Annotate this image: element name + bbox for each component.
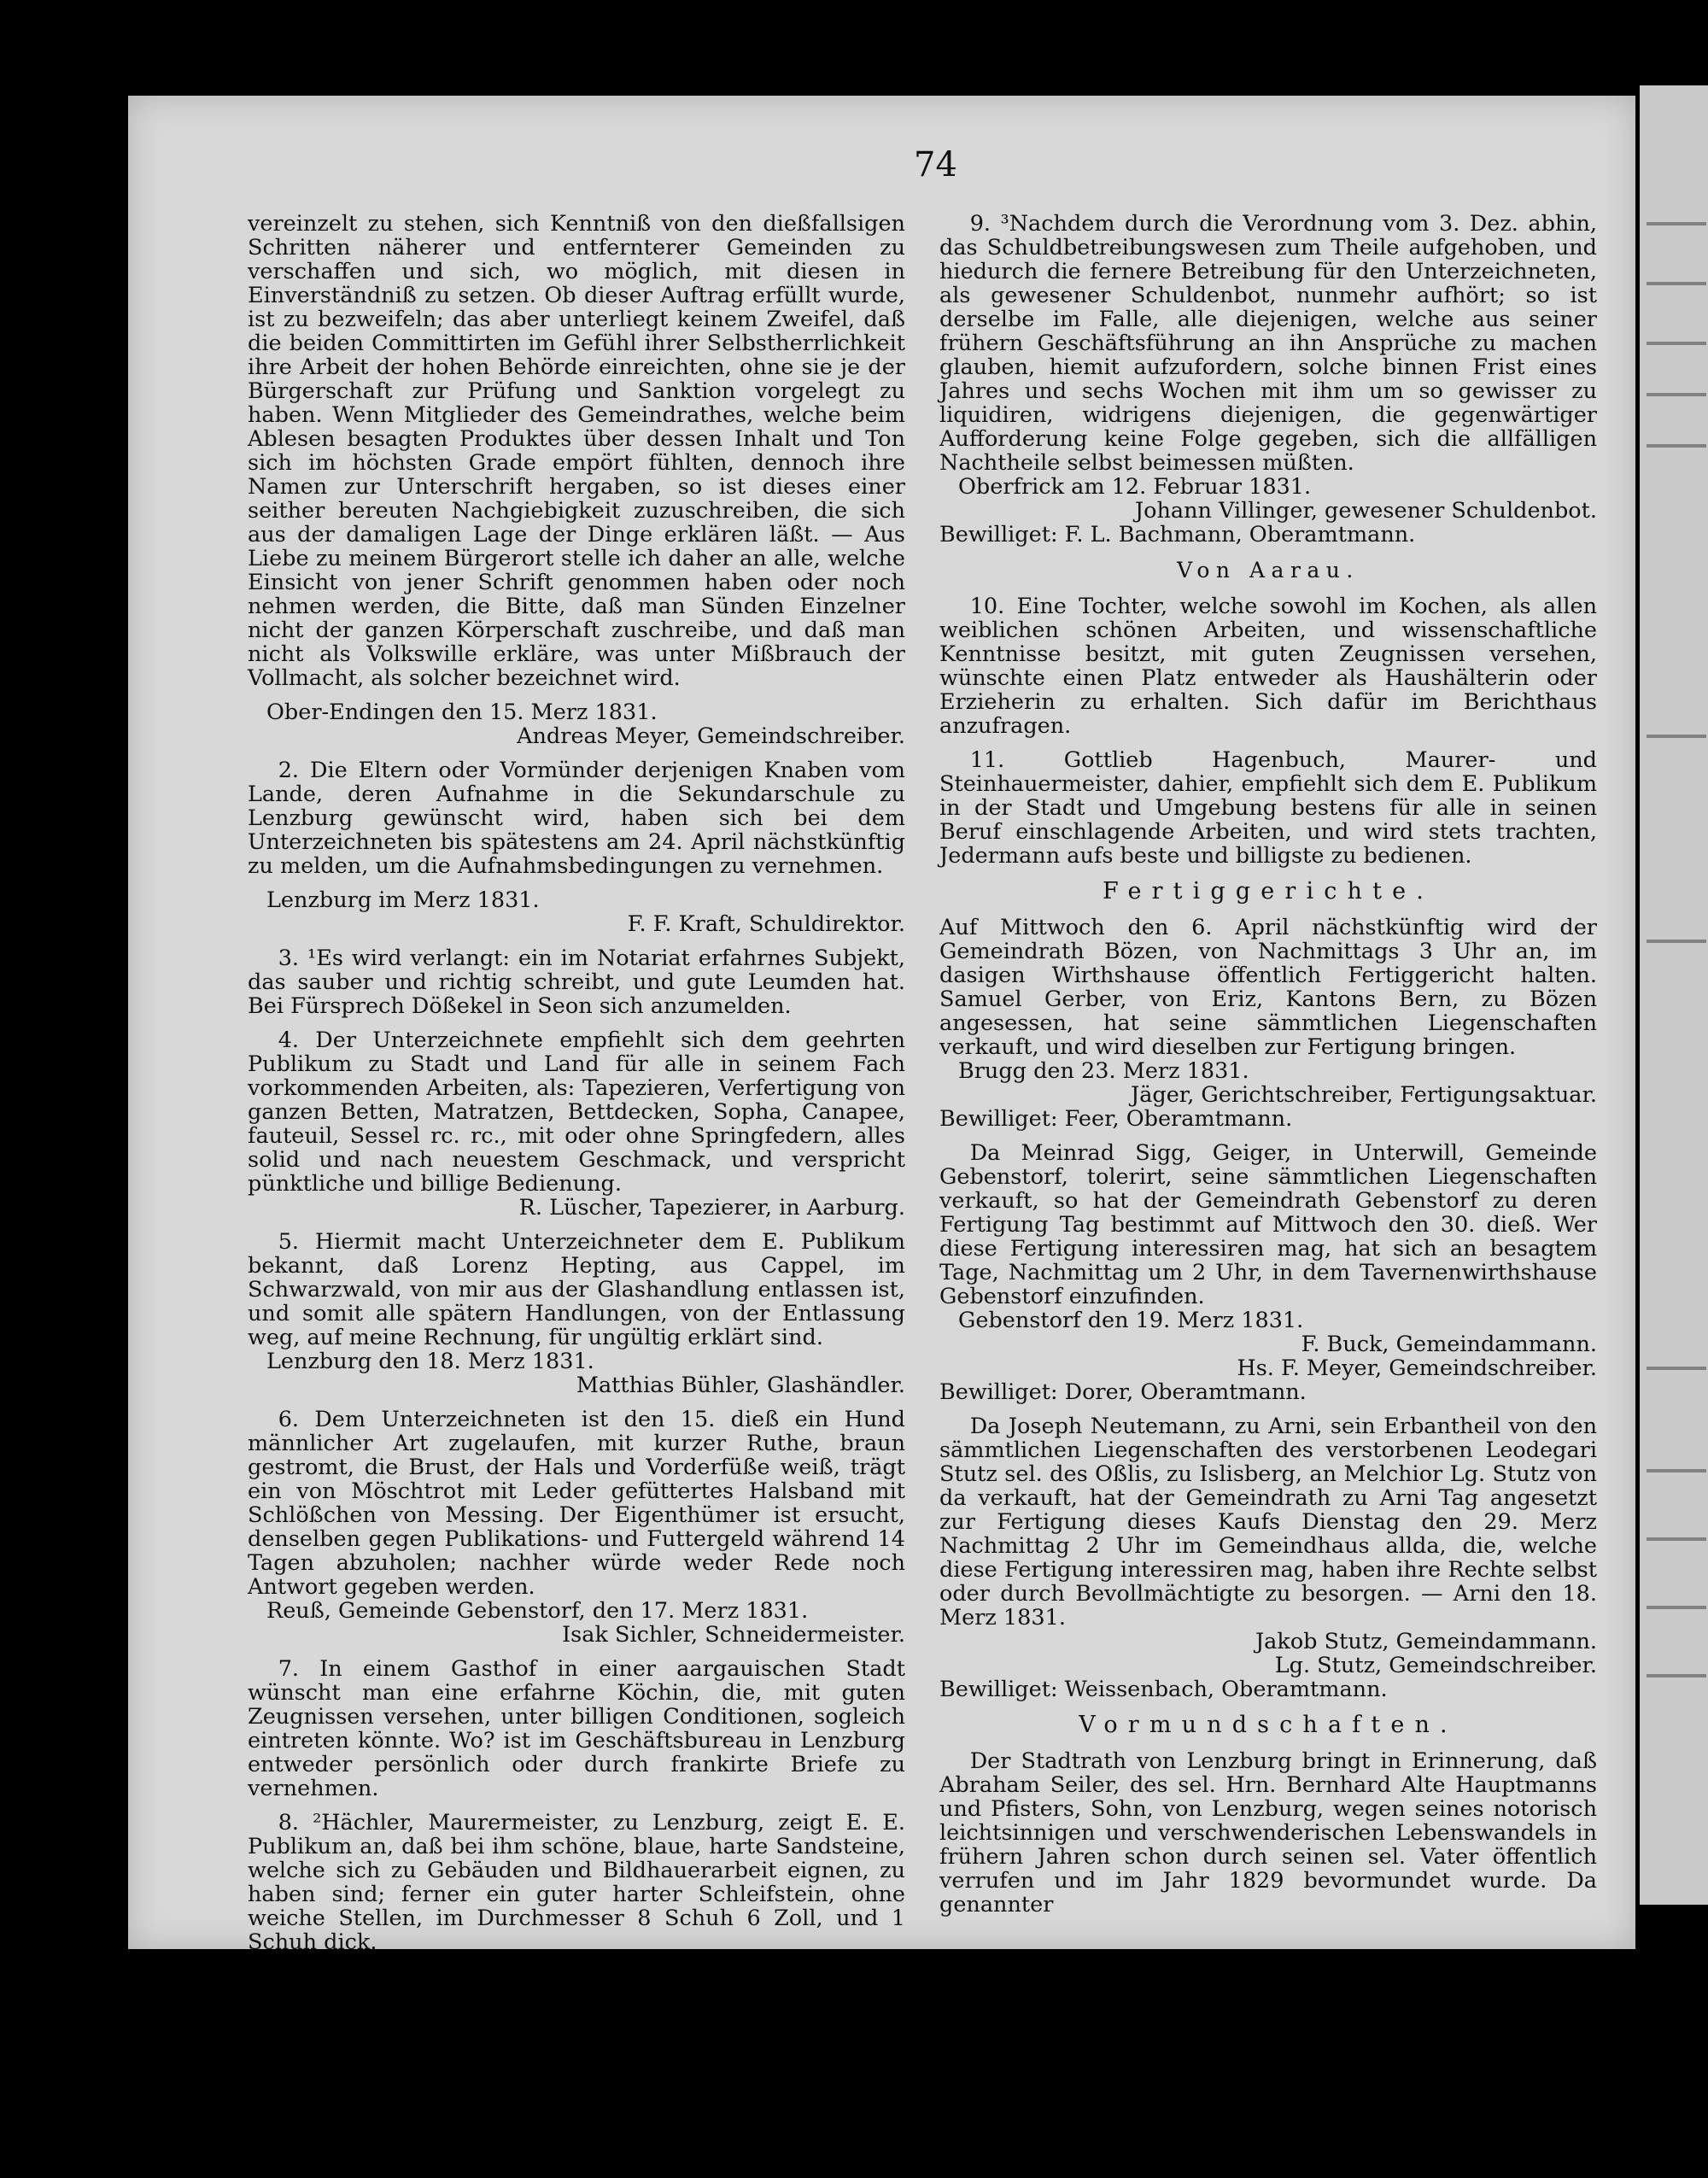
notice-1-text: vereinzelt zu stehen, sich Kenntniß von den dießfallsigen Schritten näherer und entfernterer Gemeinden zu verschaffen und sich, wo möglich, mit diesen in Einverständniß zu setzen. Ob dieser Auftrag erfüllt wurde, ist zu bezweifeln; das aber unterliegt keinem Zweifel, daß die beiden Committirten im Gefühl ihrer Selbstherrlichkeit ihre Arbeit der hohen Behörde einreichten, ohne sie je der Bürgerschaft zur Prüfung und Sanktion vorgelegt zu haben. Wenn Mitglieder des Gemeindrathes, welche beim Ablesen besagten Produktes über dessen Inhalt und Ton sich im höchsten Grade empört fühlten, dennoch ihre Namen zur Unterschrift hergaben, so ist dieses einer seither bereuten Nachgiebigkeit zuzuschreiben, die sich aus der damaligen Lage der Dinge erklären läßt. — Aus Liebe zu meinem Bürgerort stelle ich daher an alle, welche Einsicht von jener Schrift genommen haben oder noch nehmen werden, die Bitte, daß man Sünden Einzelner nicht der ganzen Körperschaft zuschreibe, und daß man nicht als Volkswille erkläre, was unter Mißbrauch der Vollmacht, als solcher bezeichnet wird. <box>248 211 905 691</box>
notice-10-text: 10. Eine Tochter, welche sowohl im Kochen, als allen weiblichen schönen Arbeiten, und wissenschaftliche Kenntnisse besitzt, mit guten Zeugnissen versehen, wünschte einen Platz entweder als Haushälterin oder Erzieherin zu erhalten. Sich dafür im Berichthaus anzufragen. <box>939 594 1597 739</box>
notice-2-text: 2. Die Eltern oder Vormünder derjenigen Knaben vom Lande, deren Aufnahme in die Sekundarschule zu Lenzburg gewünscht wird, haben sich bei dem Unterzeichneten bis spätestens am 24. April nächstkünftig zu melden, um die Aufnahmsbedingungen zu vernehmen. <box>248 758 905 879</box>
notice-11-text: 11. Gottlieb Hagenbuch, Maurer- und Steinhauermeister, dahier, empfiehlt sich dem E. Publikum in der Stadt und Umgebung bestens für alle in seinen Beruf einschlagende Arbeiten, und wird stets trachten, Jedermann aufs beste und billigste zu bedienen. <box>939 747 1597 869</box>
right-column <box>939 212 1597 1927</box>
fertig-3-signature-2: Lg. Stutz, Gemeindschreiber. <box>1274 1653 1597 1678</box>
section-heading-aarau: Von Aarau. <box>1177 558 1360 583</box>
fertig-2-text: Da Meinrad Sigg, Geiger, in Unterwill, Gemeinde Gebenstorf, tolerirt, seine sämmtlichen Liegenschaften verkauft, so hat der Gemeindrath Gebenstorf zu deren Fertigung Tag bestimmt auf Mittwoch den 30. dieß. Wer diese Fertigung interessiren mag, hat sich an besagtem Tage, Nachmittag um 2 Uhr, in dem Tavernenwirthshause Gebenstorf einzufinden. <box>939 1140 1597 1309</box>
notice-9-approval: Bewilliget: F. L. Bachmann, Oberamtmann. <box>939 522 1416 547</box>
fertig-1-approval: Bewilliget: Feer, Oberamtmann. <box>939 1106 1293 1132</box>
notice-9-date: Oberfrick am 12. Februar 1831. <box>958 474 1312 500</box>
notice-9-signature: Johann Villinger, gewesener Schuldenbot. <box>1134 498 1597 524</box>
notice-1-signature: Andreas Meyer, Gemeindschreiber. <box>517 723 905 749</box>
notice-5-text: 5. Hiermit macht Unterzeichneter dem E. Publikum bekannt, daß Lorenz Hepting, aus Cappel, im Schwarzwald, von mir aus der Glashandlung entlassen ist, und somit alle spätern Handlungen, von der Entlassung weg, auf meine Rechnung, für ungültig erklärt sind. <box>248 1229 905 1350</box>
notice-4-text: 4. Der Unterzeichnete empfiehlt sich dem geehrten Publikum zu Stadt und Land für alle in seinem Fach vorkommenden Arbeiten, als: Tapezieren, Verfertigung von ganzen Betten, Matratzen, Bettdecken, Sopha, Canapee, fauteuil, Sessel rc. rc., mit oder ohne Springfedern, alles solid und nach neuestem Geschmack, und verspricht pünktliche und billige Bedienung. <box>248 1028 905 1197</box>
fertig-1-signature: Jäger, Gerichtschreiber, Fertigungsaktuar. <box>1130 1082 1597 1108</box>
notice-9-text: 9. ³Nachdem durch die Verordnung vom 3. Dez. abhin, das Schuldbetreibungswesen zum Theile aufgehoben, und hiedurch die fernere Betreibung für den Unterzeichneten, als gewesener Schuldenbot, nunmehr aufhört; so ist derselbe im Falle, alle diejenigen, welche aus seiner frühern Geschäftsführung an ihn Ansprüche zu machen glauben, hiemit aufzufordern, solche binnen Frist eines Jahres und sechs Wochen mit ihm um so gewisser zu liquidiren, widrigens diejenigen, die gegenwärtiger Aufforderung keine Folge gegeben, sich die allfälligen Nachtheile selbst beimessen müßten. <box>939 211 1597 476</box>
fertig-2-approval: Bewilliget: Dorer, Oberamtmann. <box>939 1379 1307 1405</box>
notice-1-date: Ober-Endingen den 15. Merz 1831. <box>266 700 658 725</box>
fertig-3-signature-1: Jakob Stutz, Gemeindammann. <box>1255 1629 1597 1654</box>
page-number: 74 <box>914 145 957 184</box>
section-heading-vormundschaften: Vormundschaften. <box>1079 1712 1458 1738</box>
section-heading-fertiggerichte: Fertiggerichte. <box>1103 878 1434 905</box>
fertig-2-date: Gebenstorf den 19. Merz 1831. <box>958 1308 1304 1333</box>
fertig-2-signature-1: F. Buck, Gemeindammann. <box>1301 1332 1597 1357</box>
notice-2-signature: F. F. Kraft, Schuldirektor. <box>627 911 905 937</box>
notice-5-date: Lenzburg den 18. Merz 1831. <box>266 1349 594 1374</box>
adjacent-page-edge <box>1640 85 1708 1905</box>
notice-6-date: Reuß, Gemeinde Gebenstorf, den 17. Merz 1831. <box>266 1598 809 1624</box>
notice-6-text: 6. Dem Unterzeichneten ist den 15. dieß ein Hund männlicher Art zugelaufen, mit kurzer Ruthe, braun gestromt, die Brust, der Hals und Vorderfüße weiß, trägt ein von Möschtrot mit Leder gefüttertes Halsband mit Schlößchen von Messing. Der Eigenthümer ist ersucht, denselben gegen Publikations- und Futtergeld während 14 Tagen abzuholen; nachher würde weder Rede noch Antwort gegeben werden. <box>248 1407 905 1600</box>
notice-6-signature: Isak Sichler, Schneidermeister. <box>562 1622 905 1648</box>
notice-3-text: 3. ¹Es wird verlangt: ein im Notariat erfahrnes Subjekt, das sauber und richtig schreibt, und gute Leumden hat. Bei Fürsprech Dößekel in Seon sich anzumelden. <box>248 946 905 1019</box>
fertig-2-signature-2: Hs. F. Meyer, Gemeindschreiber. <box>1237 1355 1597 1381</box>
fertig-1-text: Auf Mittwoch den 6. April nächstkünftig wird der Gemeindrath Bözen, von Nachmittags 3 Uhr an, im dasigen Wirthshause öffentlich Fertiggericht halten. Samuel Gerber, von Eriz, Kantons Bern, zu Bözen angesessen, hat seine sämmtlichen Liegenschaften verkauft, und wird dieselben zur Fertigung bringen. <box>939 915 1597 1060</box>
fertig-3-text: Da Joseph Neutemann, zu Arni, sein Erbantheil von den sämmtlichen Liegenschaften des verstorbenen Leodegari Stutz sel. des Oßlis, zu Islisberg, an Melchior Lg. Stutz von da verkauft, hat der Gemeindrath zu Arni Tag angesetzt zur Fertigung dieses Kaufs Dienstag den 29. Merz Nachmittag 2 Uhr im Gemeindhaus allda, die, welche diese Fertigung interessiren mag, haben ihre Rechte selbst oder durch Bevollmächtigte zu besorgen. — Arni den 18. Merz 1831. <box>939 1414 1597 1631</box>
left-column <box>248 212 905 1964</box>
fertig-1-date: Brugg den 23. Merz 1831. <box>958 1058 1249 1084</box>
notice-2-date: Lenzburg im Merz 1831. <box>266 887 540 913</box>
notice-8-text: 8. ²Hächler, Maurermeister, zu Lenzburg, zeigt E. E. Publikum an, daß bei ihm schöne, blaue, harte Sandsteine, welche sich zu Gebäuden und Bildhauerarbeit eignen, zu haben sind; ferner ein guter harter Schleifstein, ohne weiche Stellen, im Durchmesser 8 Schuh 6 Zoll, und 1 Schuh dick. <box>248 1810 905 1955</box>
notice-7-text: 7. In einem Gasthof in einer aargauischen Stadt wünscht man eine erfahrne Köchin, die, mit guten Zeugnissen versehen, unter billigen Conditionen, sogleich eintreten könnte. Wo? ist im Geschäftsbureau in Lenzburg entweder persönlich oder durch frankirte Briefe zu vernehmen. <box>248 1656 905 1801</box>
vormund-1-text: Der Stadtrath von Lenzburg bringt in Erinnerung, daß Abraham Seiler, des sel. Hrn. Bernhard Alte Hauptmanns und Pfisters, Sohn, von Lenzburg, wegen seines notorisch leichtsinnigen und verschwenderischen Lebenswandels in frühern Jahren schon durch seinen sel. Vater öffentlich verrufen und im Jahr 1829 bevormundet wurde. Da genannter <box>939 1748 1597 1917</box>
notice-4-signature: R. Lüscher, Tapezierer, in Aarburg. <box>518 1195 905 1221</box>
notice-5-signature: Matthias Bühler, Glashändler. <box>576 1373 905 1398</box>
fertig-3-approval: Bewilliget: Weissenbach, Oberamtmann. <box>939 1677 1388 1702</box>
